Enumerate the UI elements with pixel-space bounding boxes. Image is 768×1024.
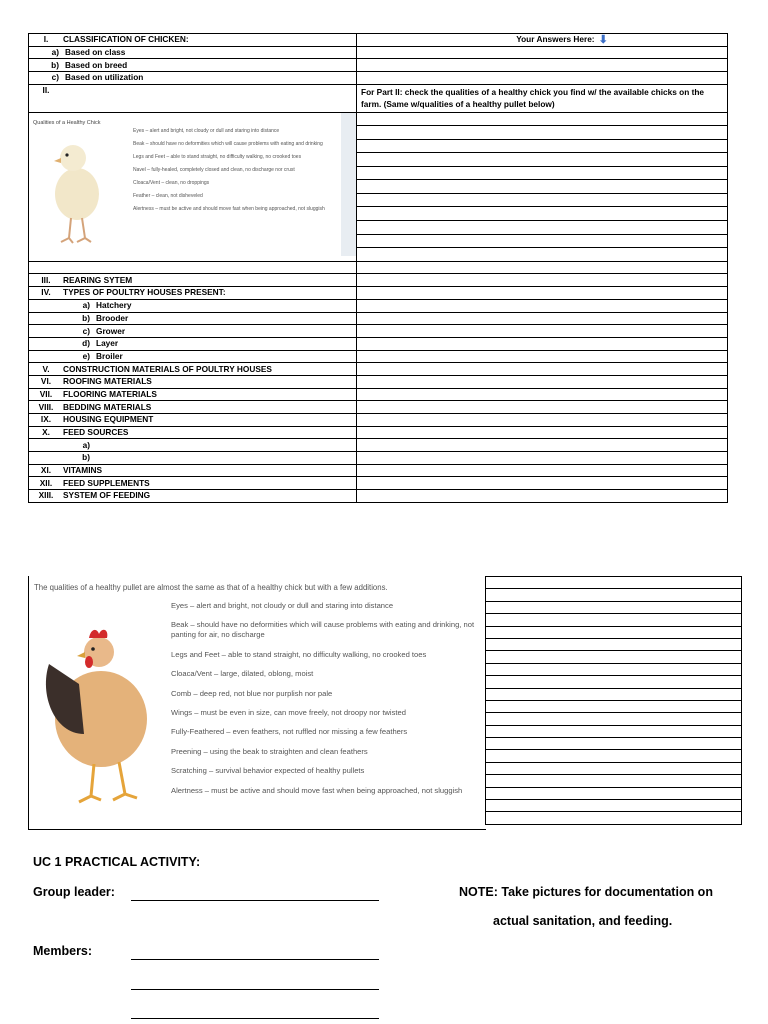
answer-cell[interactable]	[357, 426, 728, 439]
section-heading: ROOFING MATERIALS	[63, 376, 152, 387]
answer-cell[interactable]	[486, 812, 742, 824]
chick-panel-cell	[29, 112, 357, 261]
answer-cell[interactable]	[357, 363, 728, 376]
group-leader-label: Group leader:	[33, 885, 115, 899]
answer-cell[interactable]	[486, 626, 742, 638]
row-label: Based on breed	[65, 59, 128, 70]
answer-cell[interactable]	[486, 762, 742, 774]
answer-cell[interactable]	[357, 139, 728, 153]
answer-cell[interactable]	[357, 59, 728, 72]
list-item: Wings – must be even in size, can move freely, not droopy nor twisted	[171, 707, 406, 717]
pullet-answer-table	[485, 576, 742, 825]
decorative-strip	[341, 113, 356, 256]
answer-cell[interactable]	[486, 589, 742, 601]
answer-cell[interactable]	[357, 180, 728, 194]
answer-cell[interactable]	[486, 638, 742, 650]
section-heading: FEED SUPPLEMENTS	[63, 477, 150, 488]
answer-cell[interactable]	[486, 787, 742, 799]
answer-cell[interactable]	[486, 614, 742, 626]
answer-cell[interactable]	[486, 800, 742, 812]
list-item: Comb – deep red, not blue nor purplish nor pale	[171, 688, 333, 698]
pullet-panel	[28, 576, 486, 830]
note-text: NOTE: Take pictures for documentation on	[459, 885, 713, 899]
pullet-qualities-list	[171, 601, 481, 805]
answer-cell[interactable]	[357, 452, 728, 465]
answer-cell[interactable]	[357, 248, 728, 262]
pullet-intro: The qualities of a healthy pullet are almost the same as that of a healthy chick but with a few additions.	[34, 583, 388, 592]
answer-cell[interactable]	[486, 663, 742, 675]
answer-cell[interactable]	[357, 234, 728, 248]
chick-illustration	[49, 138, 107, 250]
down-arrow-icon: ⬇	[598, 33, 608, 46]
answer-cell[interactable]	[357, 261, 728, 274]
section-heading: FLOORING MATERIALS	[63, 388, 157, 399]
group-leader-line[interactable]	[131, 899, 379, 901]
part2-note: For Part II: check the qualities of a healthy chick you find w/ the available chicks on the farm. (Same w/qualities of a healthy pullet below)	[357, 84, 728, 112]
answer-cell[interactable]	[357, 337, 728, 350]
list-item: Cloaca/Vent – clean, no droppings	[133, 179, 210, 186]
answers-header: Your Answers Here:	[516, 34, 595, 45]
members-label: Members:	[33, 944, 93, 958]
section-heading: TYPES OF POULTRY HOUSES PRESENT:	[63, 287, 226, 298]
row-label: Based on utilization	[65, 72, 144, 83]
list-item: Legs and Feet – able to stand straight, no difficulty walking, no crooked toes	[171, 649, 427, 659]
answer-cell[interactable]	[357, 401, 728, 414]
answer-cell[interactable]	[357, 287, 728, 300]
answer-cell[interactable]	[357, 207, 728, 221]
section-heading: CLASSIFICATION OF CHICKEN:	[63, 34, 189, 45]
member-line[interactable]	[131, 958, 379, 960]
answer-cell[interactable]	[357, 46, 728, 59]
section-heading: REARING SYTEM	[63, 274, 133, 285]
answer-cell[interactable]	[486, 676, 742, 688]
section-heading: FEED SOURCES	[63, 427, 129, 438]
answer-cell[interactable]	[357, 490, 728, 503]
row-label: Based on class	[65, 47, 126, 58]
section-heading: CONSTRUCTION MATERIALS OF POULTRY HOUSES	[63, 363, 272, 374]
section-heading: VITAMINS	[63, 465, 103, 476]
pullet-illustration	[39, 624, 159, 809]
answer-cell[interactable]	[486, 725, 742, 737]
answer-cell[interactable]	[357, 439, 728, 452]
note-text-continued: actual sanitation, and feeding.	[493, 914, 673, 928]
row-label: Brooder	[96, 312, 129, 323]
list-item: Navel – fully-healed, completely closed and clean, no discharge nor crust	[133, 166, 295, 173]
list-item: Alertness – must be active and should move fast when being approached, not sluggish	[171, 785, 463, 795]
answer-cell[interactable]	[357, 312, 728, 325]
list-item: Feather – clean, not disheveled	[133, 192, 203, 199]
answer-cell[interactable]	[486, 738, 742, 750]
answer-cell[interactable]	[486, 688, 742, 700]
chick-qualities-list	[133, 128, 343, 219]
answer-cell[interactable]	[357, 325, 728, 338]
answer-cell[interactable]	[357, 388, 728, 401]
answer-cell[interactable]	[486, 700, 742, 712]
answer-cell[interactable]	[486, 651, 742, 663]
answer-cell[interactable]	[357, 126, 728, 140]
row-label: Grower	[96, 325, 126, 336]
list-item: Beak – should have no deformities which will cause problems with eating and drinking	[133, 140, 323, 147]
answer-cell[interactable]	[357, 414, 728, 427]
list-item: Eyes – alert and bright, not cloudy or dull and staring into distance	[133, 127, 280, 134]
list-item: Beak – should have no deformities which will cause problems with eating and drinking, not panting for air, no discharge	[171, 620, 475, 640]
answer-cell[interactable]	[357, 221, 728, 235]
section-heading: BEDDING MATERIALS	[63, 401, 152, 412]
list-item: Fully-Feathered – even feathers, not ruffled nor missing a few feathers	[171, 727, 408, 737]
answer-cell[interactable]	[486, 713, 742, 725]
answer-cell[interactable]	[357, 193, 728, 207]
row-label: Broiler	[96, 350, 123, 361]
member-line[interactable]	[131, 1017, 379, 1019]
chick-title: Qualities of a Healthy Chick	[33, 119, 101, 126]
answer-cell[interactable]	[357, 299, 728, 312]
activity-title: UC 1 PRACTICAL ACTIVITY:	[33, 855, 201, 869]
answer-cell[interactable]	[357, 477, 728, 490]
answer-cell[interactable]	[357, 464, 728, 477]
row-label: Layer	[96, 338, 119, 349]
list-item: Legs and Feet – able to stand straight, no difficulty walking, no crooked toes	[133, 153, 302, 160]
list-item: Scratching – survival behavior expected of healthy pullets	[171, 766, 365, 776]
answer-cell[interactable]	[357, 72, 728, 85]
list-item: Preening – using the beak to straighten and clean feathers	[171, 746, 368, 756]
answer-cell[interactable]	[357, 166, 728, 180]
member-line[interactable]	[131, 988, 379, 990]
worksheet-table: I. CLASSIFICATION OF CHICKEN: Your Answers Here: ⬇ a) Based on class b) Based on breed c) Based on utilization II. For Part II: check the qualities of a healthy chick you find w/ the available chicks on the farm. (Same w/qualities of a healthy pullet below) Qualities of a Healthy Chick Eyes – alert and bright, not cloudy or dull and staring into distance Beak – should have no deformities which will cause problems with eating and drinking Legs and Feet – able to stand straight, no difficulty walking, no crooked toes Navel – fully-healed, completely closed and clean, no discharge nor crust Cloaca/Vent – clean, no droppings Feather – clean, not disheveled Alertness – must be active and should move fast when being approached, not sluggish III. REARING SYTEM IV. TYPES OF POULTRY HOUSES PRESENT: a) Hatchery b) Brooder c) Grower d) Layer e) Broiler V. CONSTRUCTION MATERIALS OF POULTRY HOUSES VI. ROOFING MATERIALS VII. FLOORING MATERIALS VIII. BEDDING MATERIALS IX. HOUSING EQUIPMENT X. FEED SOURCES a) b) XI. VITAMINS XII. FEED SUPPLEMENTS XIII. SYSTEM OF FEEDING	[28, 33, 728, 503]
answer-cell[interactable]	[486, 601, 742, 613]
row-label: Hatchery	[96, 300, 132, 311]
answer-cell[interactable]	[357, 375, 728, 388]
list-item: Alertness – must be active and should move fast when being approached, not sluggish	[133, 205, 325, 212]
answer-cell[interactable]	[486, 750, 742, 762]
section-heading: HOUSING EQUIPMENT	[63, 414, 154, 425]
answer-cell[interactable]	[357, 274, 728, 287]
answer-cell[interactable]	[486, 775, 742, 787]
answer-cell[interactable]	[357, 350, 728, 363]
list-item: Cloaca/Vent – large, dilated, oblong, moist	[171, 669, 314, 679]
answer-cell[interactable]	[357, 112, 728, 126]
section-heading: SYSTEM OF FEEDING	[63, 490, 151, 501]
answer-cell[interactable]	[357, 153, 728, 167]
answer-cell[interactable]	[486, 577, 742, 589]
list-item: Eyes – alert and bright, not cloudy or dull and staring into distance	[171, 601, 394, 610]
